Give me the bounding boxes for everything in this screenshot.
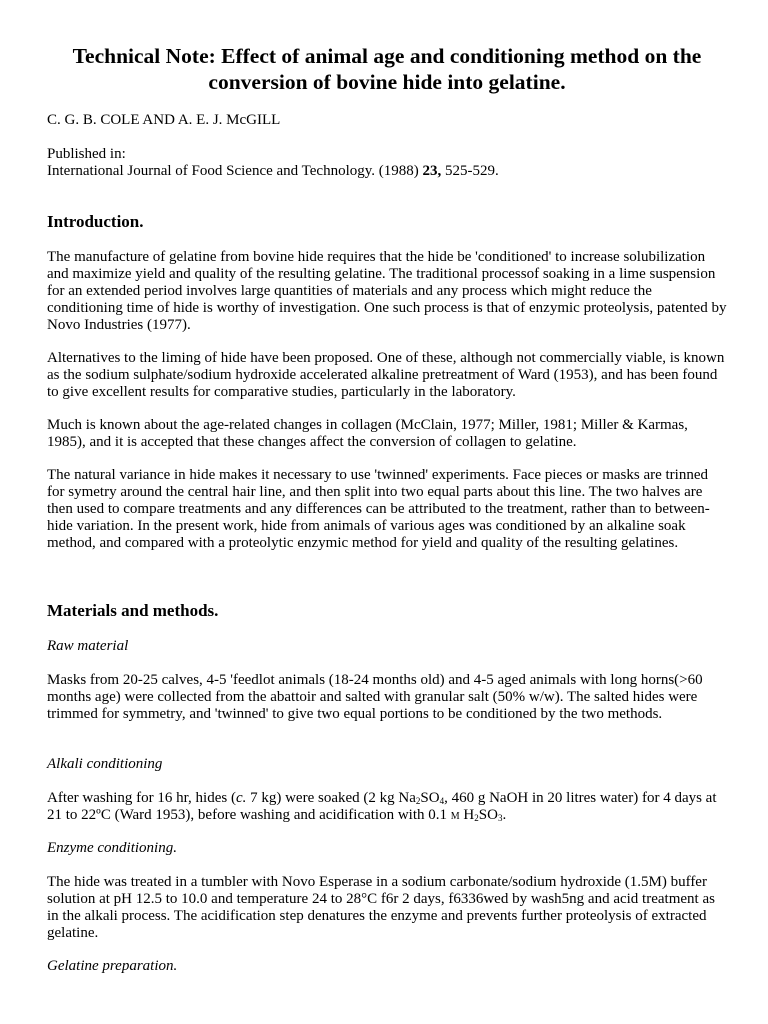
intro-paragraph-2: Alternatives to the liming of hide have been proposed. One of these, although not commercially viable, is known as the sodium sulphate/sodium hydroxide accelerated alkaline pretreatment of Ward (1953), and has been found to give excellent results for comparative studies, particularly in the laboratory. (47, 350, 725, 400)
alkali-heading: Alkali conditioning (47, 756, 163, 772)
methods-heading: Materials and methods. (47, 601, 219, 620)
introduction-heading: Introduction. (47, 212, 144, 231)
publication-info (47, 146, 499, 180)
journal-name: International Journal of Food Science and Technology. (1988) (47, 163, 419, 179)
enzyme-paragraph: The hide was treated in a tumbler with Novo Esperase in a sodium carbonate/sodium hydroxide (1.5M) buffer solution at pH 12.5 to 10.0 and temperature 24 to 28°C f6r 2 days, f6336wed by wash5ng and acid treatment as in the alkali process. The acidification step denatures the enzyme and prevents further proteolysis of extracted gelatine. (47, 874, 715, 941)
alkali-paragraph: After washing for 16 hr, hides (c. 7 kg) were soaked (2 kg $Na_2SO_4$, 460 g NaOH in 20 litres water) for 4 days at 21 to 22ºC (Ward 1953), before washing and acidification with 0.1 M $H_2SO_3$. (47, 790, 717, 823)
paper-title: Technical Note: Effect of animal age and conditioning method on the conversion of bovine hide into gelatine. (72, 44, 702, 94)
raw-material-heading: Raw material (47, 638, 129, 654)
intro-paragraph-1: The manufacture of gelatine from bovine hide requires that the hide be 'conditioned' to increase solubilization and maximize yield and quality of the resulting gelatine. The traditional processof soaking in a lime suspension for an extended period involves large quantities of materials and any process which might reduce the conditioning time of hide is worthy of investigation. One such process is that of enzymic proteolysis, patented by Novo Industries (1977). (47, 249, 727, 333)
intro-paragraph-3: Much is known about the age-related changes in collagen (McClain, 1977; Miller, 1981; Miller & Karmas, 1985), and it is accepted that these changes affect the conversion of collagen to gelatine. (47, 417, 688, 450)
authors-line: C. G. B. COLE AND A. E. J. McGILL (47, 112, 281, 128)
page-range: 525-529. (445, 163, 499, 179)
raw-material-paragraph: Masks from 20-25 calves, 4-5 'feedlot animals (18-24 months old) and 4-5 aged animals with long horns(>60 months age) were collected from the abattoir and salted with granular salt (50% w/w). The salted hides were trimmed for symmetry, and 'twinned' to give two equal portions to be conditioned by the two methods. (47, 672, 703, 722)
intro-paragraph-4: The natural variance in hide makes it necessary to use 'twinned' experiments. Face pieces or masks are trinned for symetry around the central hair line, and then split into two equal parts about this line. The two halves are then used to compare treatments and any differences can be attributed to the treatment, rather than to between-hide variation. In the present work, hide from animals of various ages was conditioned by an alkaline soak method, and compared with a proteolytic enzymic method for yield and quality of the resulting gelatines. (47, 467, 710, 551)
gelatine-heading: Gelatine preparation. (47, 958, 178, 974)
published-in-label: Published in: (47, 146, 126, 162)
volume-number: 23, (422, 163, 442, 179)
enzyme-heading: Enzyme conditioning. (47, 840, 177, 856)
